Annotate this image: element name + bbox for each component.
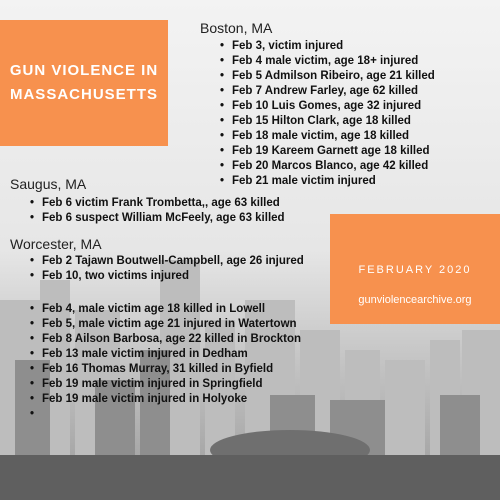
boston-list: [220, 39, 435, 189]
list-item: • Feb 5 Admilson Ribeiro, age 21 killed: [220, 69, 435, 84]
list-item: • Feb 19 male victim injured in Springfield: [30, 377, 301, 392]
boston-heading: Boston, MA: [200, 20, 273, 36]
list-item: • Feb 21 male victim injured: [220, 174, 435, 189]
saugus-heading: Saugus, MA: [10, 176, 87, 192]
title-box: [0, 20, 168, 146]
other-list: [30, 302, 301, 422]
list-item: • Feb 16 Thomas Murray, 31 killed in Byfield: [30, 362, 301, 377]
list-item: • Feb 19 male victim injured in Holyoke: [30, 392, 301, 407]
list-item: • Feb 5, male victim age 21 injured in Watertown: [30, 317, 301, 332]
poster-title: GUN VIOLENCE IN MASSACHUSETTS: [9, 62, 159, 103]
list-item: • Feb 20 Marcos Blanco, age 42 killed: [220, 159, 435, 174]
saugus-list: [30, 196, 285, 226]
source-site: gunviolencearchive.org: [358, 294, 472, 306]
list-item: • Feb 2 Tajawn Boutwell-Campbell, age 26 injured: [30, 254, 304, 269]
list-item: • Feb 19 Kareem Garnett age 18 killed: [220, 144, 435, 159]
list-item: • Feb 4 male victim, age 18+ injured: [220, 54, 435, 69]
month-label: FEBRUARY 2020: [358, 264, 472, 276]
month-box: [330, 214, 500, 324]
list-item: • Feb 10, two victims injured: [30, 269, 304, 284]
list-item: • Feb 6 victim Frank Trombetta,, age 63 killed: [30, 196, 285, 211]
list-item: • Feb 7 Andrew Farley, age 62 killed: [220, 84, 435, 99]
list-item: • Feb 8 Ailson Barbosa, age 22 killed in Brockton: [30, 332, 301, 347]
worcester-list: [30, 254, 304, 284]
list-item: • Feb 13 male victim injured in Dedham: [30, 347, 301, 362]
worcester-heading: Worcester, MA: [10, 236, 102, 252]
list-item: • Feb 18 male victim, age 18 killed: [220, 129, 435, 144]
list-item: • Feb 15 Hilton Clark, age 18 killed: [220, 114, 435, 129]
list-item: [30, 407, 301, 422]
list-item: • Feb 3, victim injured: [220, 39, 435, 54]
list-item: • Feb 4, male victim age 18 killed in Lowell: [30, 302, 301, 317]
list-item: • Feb 6 suspect William McFeely, age 63 killed: [30, 211, 285, 226]
list-item: • Feb 10 Luis Gomes, age 32 injured: [220, 99, 435, 114]
